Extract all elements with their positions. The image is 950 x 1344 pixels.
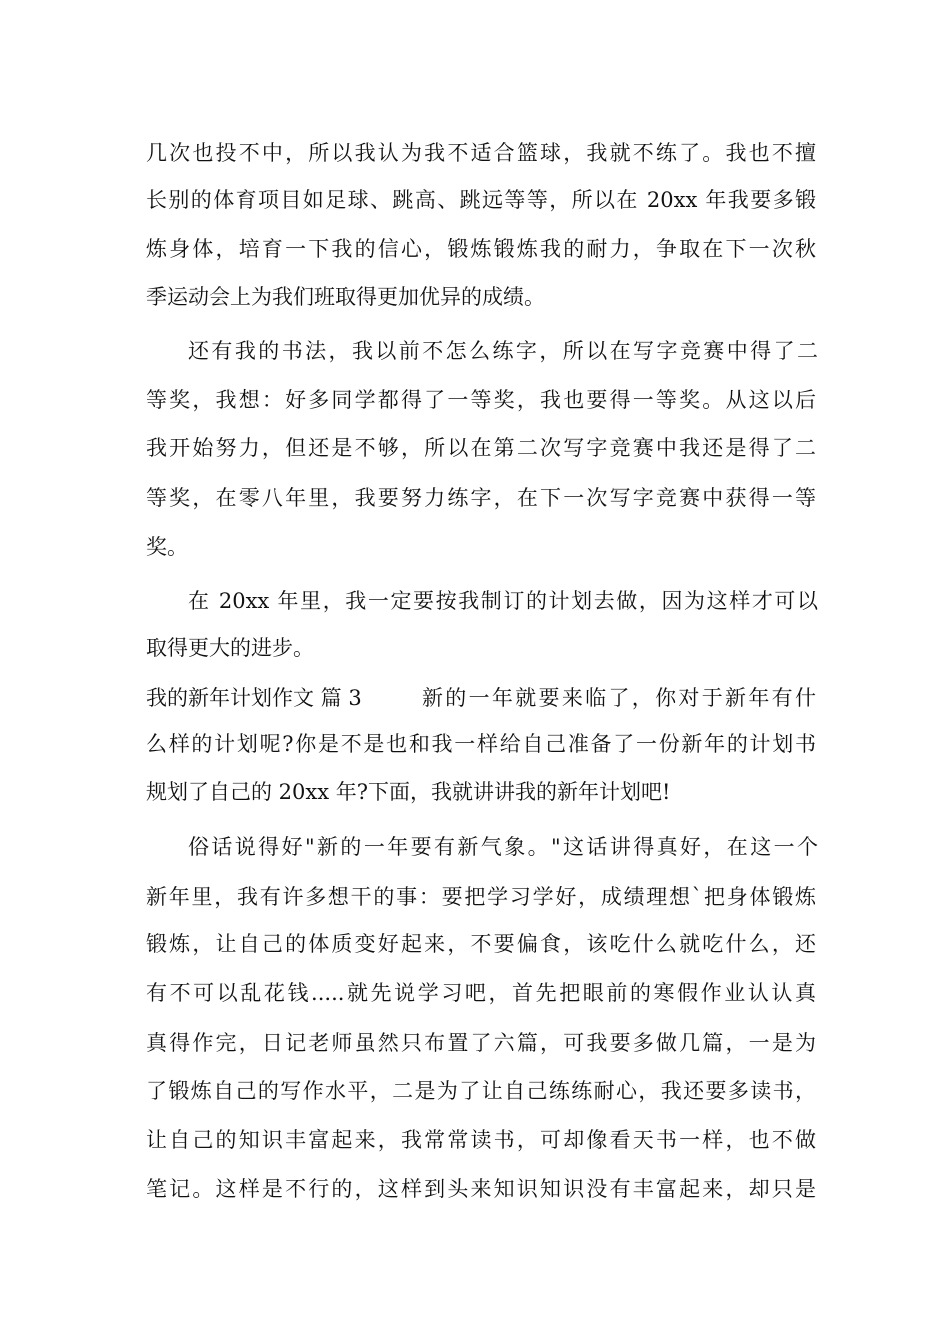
- paragraph-line: 锻炼，让自己的体质变好起来，不要偏食，该吃什么就吃什么，还: [146, 932, 816, 956]
- paragraph-line: 长别的体育项目如足球、跳高、跳远等等，所以在 20xx 年我要多锻: [146, 188, 816, 212]
- paragraph-line: 了锻炼自己的写作水平，二是为了让自己练练耐心，我还要多读书，: [146, 1079, 816, 1103]
- paragraph-line: 笔记。这样是不行的，这样到头来知识知识没有丰富起来，却只是: [146, 1177, 816, 1201]
- paragraph-line: 还有我的书法，我以前不怎么练字，所以在写字竞赛中得了二: [188, 339, 818, 363]
- paragraph-line: 新年里，我有许多想干的事：要把学习学好，成绩理想`把身体锻炼: [146, 885, 816, 909]
- paragraph-line: 奖。: [146, 535, 188, 559]
- paragraph-line: 俗话说得好"新的一年要有新气象。"这话讲得真好，在这一个: [188, 835, 818, 859]
- paragraph-line: 等奖，在零八年里，我要努力练字，在下一次写字竞赛中获得一等: [146, 486, 816, 510]
- paragraph-line: 几次也投不中，所以我认为我不适合篮球，我就不练了。我也不擅: [146, 141, 816, 165]
- paragraph-line: 季运动会上为我们班取得更加优异的成绩。: [146, 285, 545, 309]
- paragraph-line: 么样的计划呢?你是不是也和我一样给自己准备了一份新年的计划书: [146, 732, 816, 756]
- paragraph-line: 规划了自己的 20xx 年?下面，我就讲讲我的新年计划吧!: [146, 780, 671, 804]
- section-title: 我的新年计划作文 篇 3: [146, 686, 362, 710]
- paragraph-line: 取得更大的进步。: [146, 636, 314, 660]
- paragraph-line: 真得作完，日记老师虽然只布置了六篇，可我要多做几篇，一是为: [146, 1031, 816, 1055]
- paragraph-line: 炼身体，培育一下我的信心，锻炼锻炼我的耐力，争取在下一次秋: [146, 237, 816, 261]
- paragraph-line: 让自己的知识丰富起来，我常常读书，可却像看天书一样，也不做: [146, 1128, 816, 1152]
- paragraph-line: 在 20xx 年里，我一定要按我制订的计划去做，因为这样才可以: [188, 589, 818, 613]
- section-heading: [146, 678, 816, 718]
- paragraph-line: 等奖，我想：好多同学都得了一等奖，我也要得一等奖。从这以后: [146, 388, 816, 412]
- paragraph-line: 新的一年就要来临了，你对于新年有什: [422, 686, 816, 710]
- paragraph-line: 有不可以乱花钱.....就先说学习吧，首先把眼前的寒假作业认认真: [146, 981, 816, 1005]
- paragraph-line: 我开始努力，但还是不够，所以在第二次写字竞赛中我还是得了二: [146, 436, 816, 460]
